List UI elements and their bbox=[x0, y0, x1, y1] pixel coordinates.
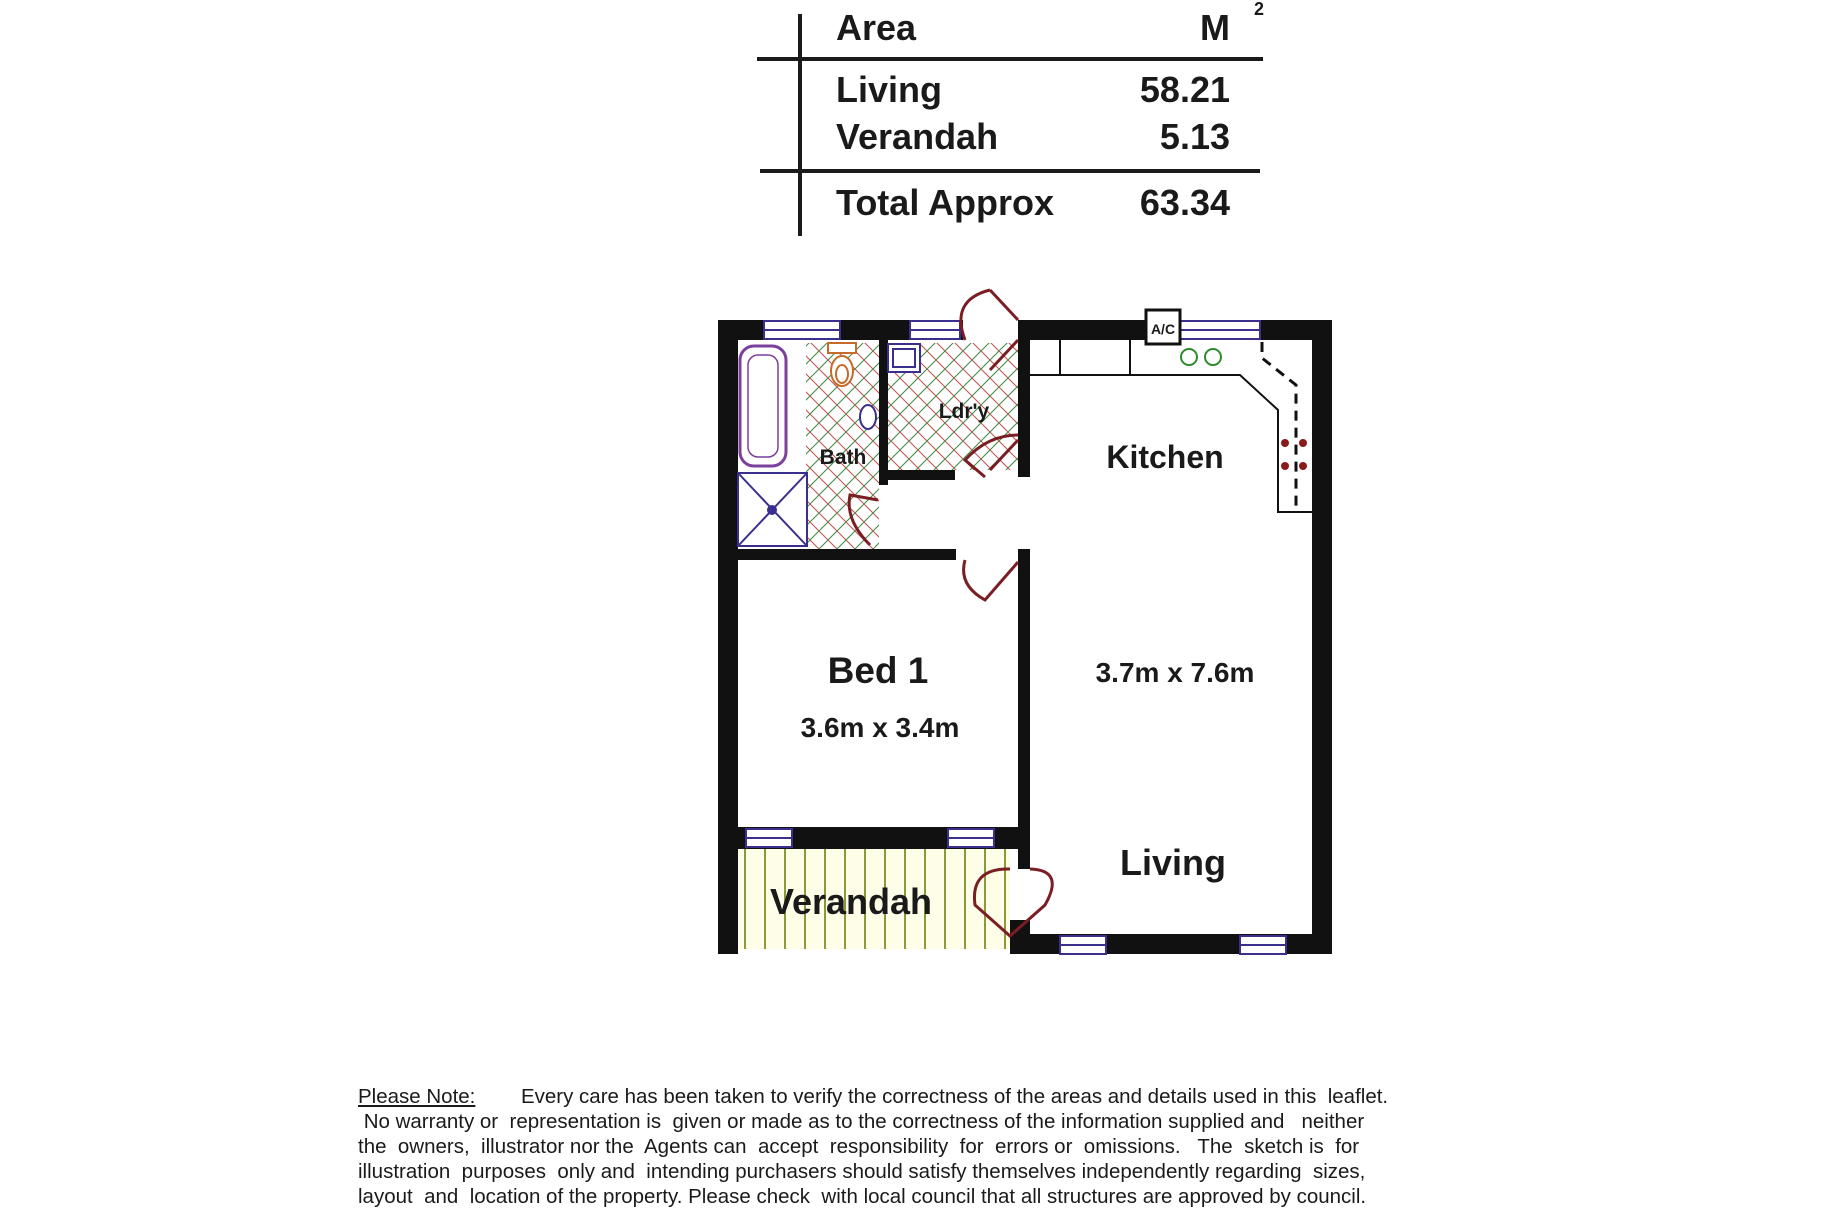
disclaimer-line-2: No warranty or representation is given or made as to the correctness of the information supplied and neither bbox=[358, 1110, 1365, 1133]
wall-outer-right bbox=[1312, 320, 1332, 954]
area-total-value: 63.34 bbox=[1139, 182, 1230, 223]
room-label-bath: Bath bbox=[819, 446, 867, 469]
room-size-living: 3.7m x 7.6m bbox=[1095, 657, 1255, 688]
disclaimer-line-1-text: Every care has been taken to verify the correctness of the areas and details used in this leaflet. bbox=[520, 1085, 1389, 1108]
disclaimer-line-1 bbox=[358, 1084, 1498, 1109]
disclaimer-line-4: illustration purposes only and intending purchasers should satisfy themselves independently regarding sizes, bbox=[358, 1160, 1366, 1183]
window-icon bbox=[948, 829, 994, 847]
toilet-icon bbox=[828, 343, 856, 386]
sink-icon bbox=[1181, 349, 1221, 365]
window-icon bbox=[1240, 936, 1286, 954]
room-label-kitchen: Kitchen bbox=[1106, 439, 1224, 475]
area-row-verandah-value: 5.13 bbox=[1159, 116, 1230, 157]
window-icon bbox=[746, 829, 792, 847]
window-icon bbox=[764, 321, 840, 339]
disclaimer-line-5: layout and location of the property. Please check with local council that all structures are approved by council. bbox=[358, 1185, 1367, 1208]
area-header-label: Area bbox=[836, 7, 917, 48]
window-icon bbox=[910, 321, 960, 339]
disclaimer bbox=[358, 1084, 1498, 1209]
door-swing-icon bbox=[964, 560, 1018, 600]
wall-central-upper bbox=[1018, 320, 1030, 477]
door-swing-icon bbox=[961, 290, 1018, 340]
cooktop-icon bbox=[1281, 439, 1307, 470]
shower-icon bbox=[738, 473, 807, 546]
wall-bed-top bbox=[738, 549, 956, 560]
ac-label: A/C bbox=[1150, 321, 1176, 337]
room-label-laundry: Ldr'y bbox=[938, 400, 990, 423]
area-row-living-label: Living bbox=[836, 69, 942, 110]
room-size-bed1: 3.6m x 3.4m bbox=[800, 712, 960, 743]
disclaimer-line-3: the owners, illustrator nor the Agents can accept responsibility for errors or omissions. The sketch is for bbox=[358, 1135, 1360, 1158]
area-row-verandah-label: Verandah bbox=[836, 116, 999, 157]
area-header-unit: M bbox=[1200, 7, 1230, 48]
area-row-living-value: 58.21 bbox=[1139, 69, 1230, 110]
disclaimer-heading: Please Note: bbox=[358, 1085, 476, 1108]
area-table bbox=[757, 0, 1264, 236]
wall-central-lower bbox=[1018, 549, 1030, 869]
window-icon bbox=[1180, 321, 1260, 339]
area-total-label: Total Approx bbox=[836, 182, 1054, 223]
room-label-verandah: Verandah bbox=[769, 881, 933, 922]
area-header-unit-superscript: 2 bbox=[1254, 0, 1265, 19]
washing-machine-icon bbox=[888, 344, 920, 372]
basin-icon bbox=[860, 405, 876, 429]
window-icon bbox=[1060, 936, 1106, 954]
bathtub-icon bbox=[740, 346, 786, 466]
wall-bath-laundry bbox=[879, 340, 888, 485]
room-label-bed1: Bed 1 bbox=[827, 650, 929, 691]
room-label-living: Living bbox=[1120, 842, 1226, 883]
air-conditioner-icon bbox=[1146, 310, 1180, 344]
